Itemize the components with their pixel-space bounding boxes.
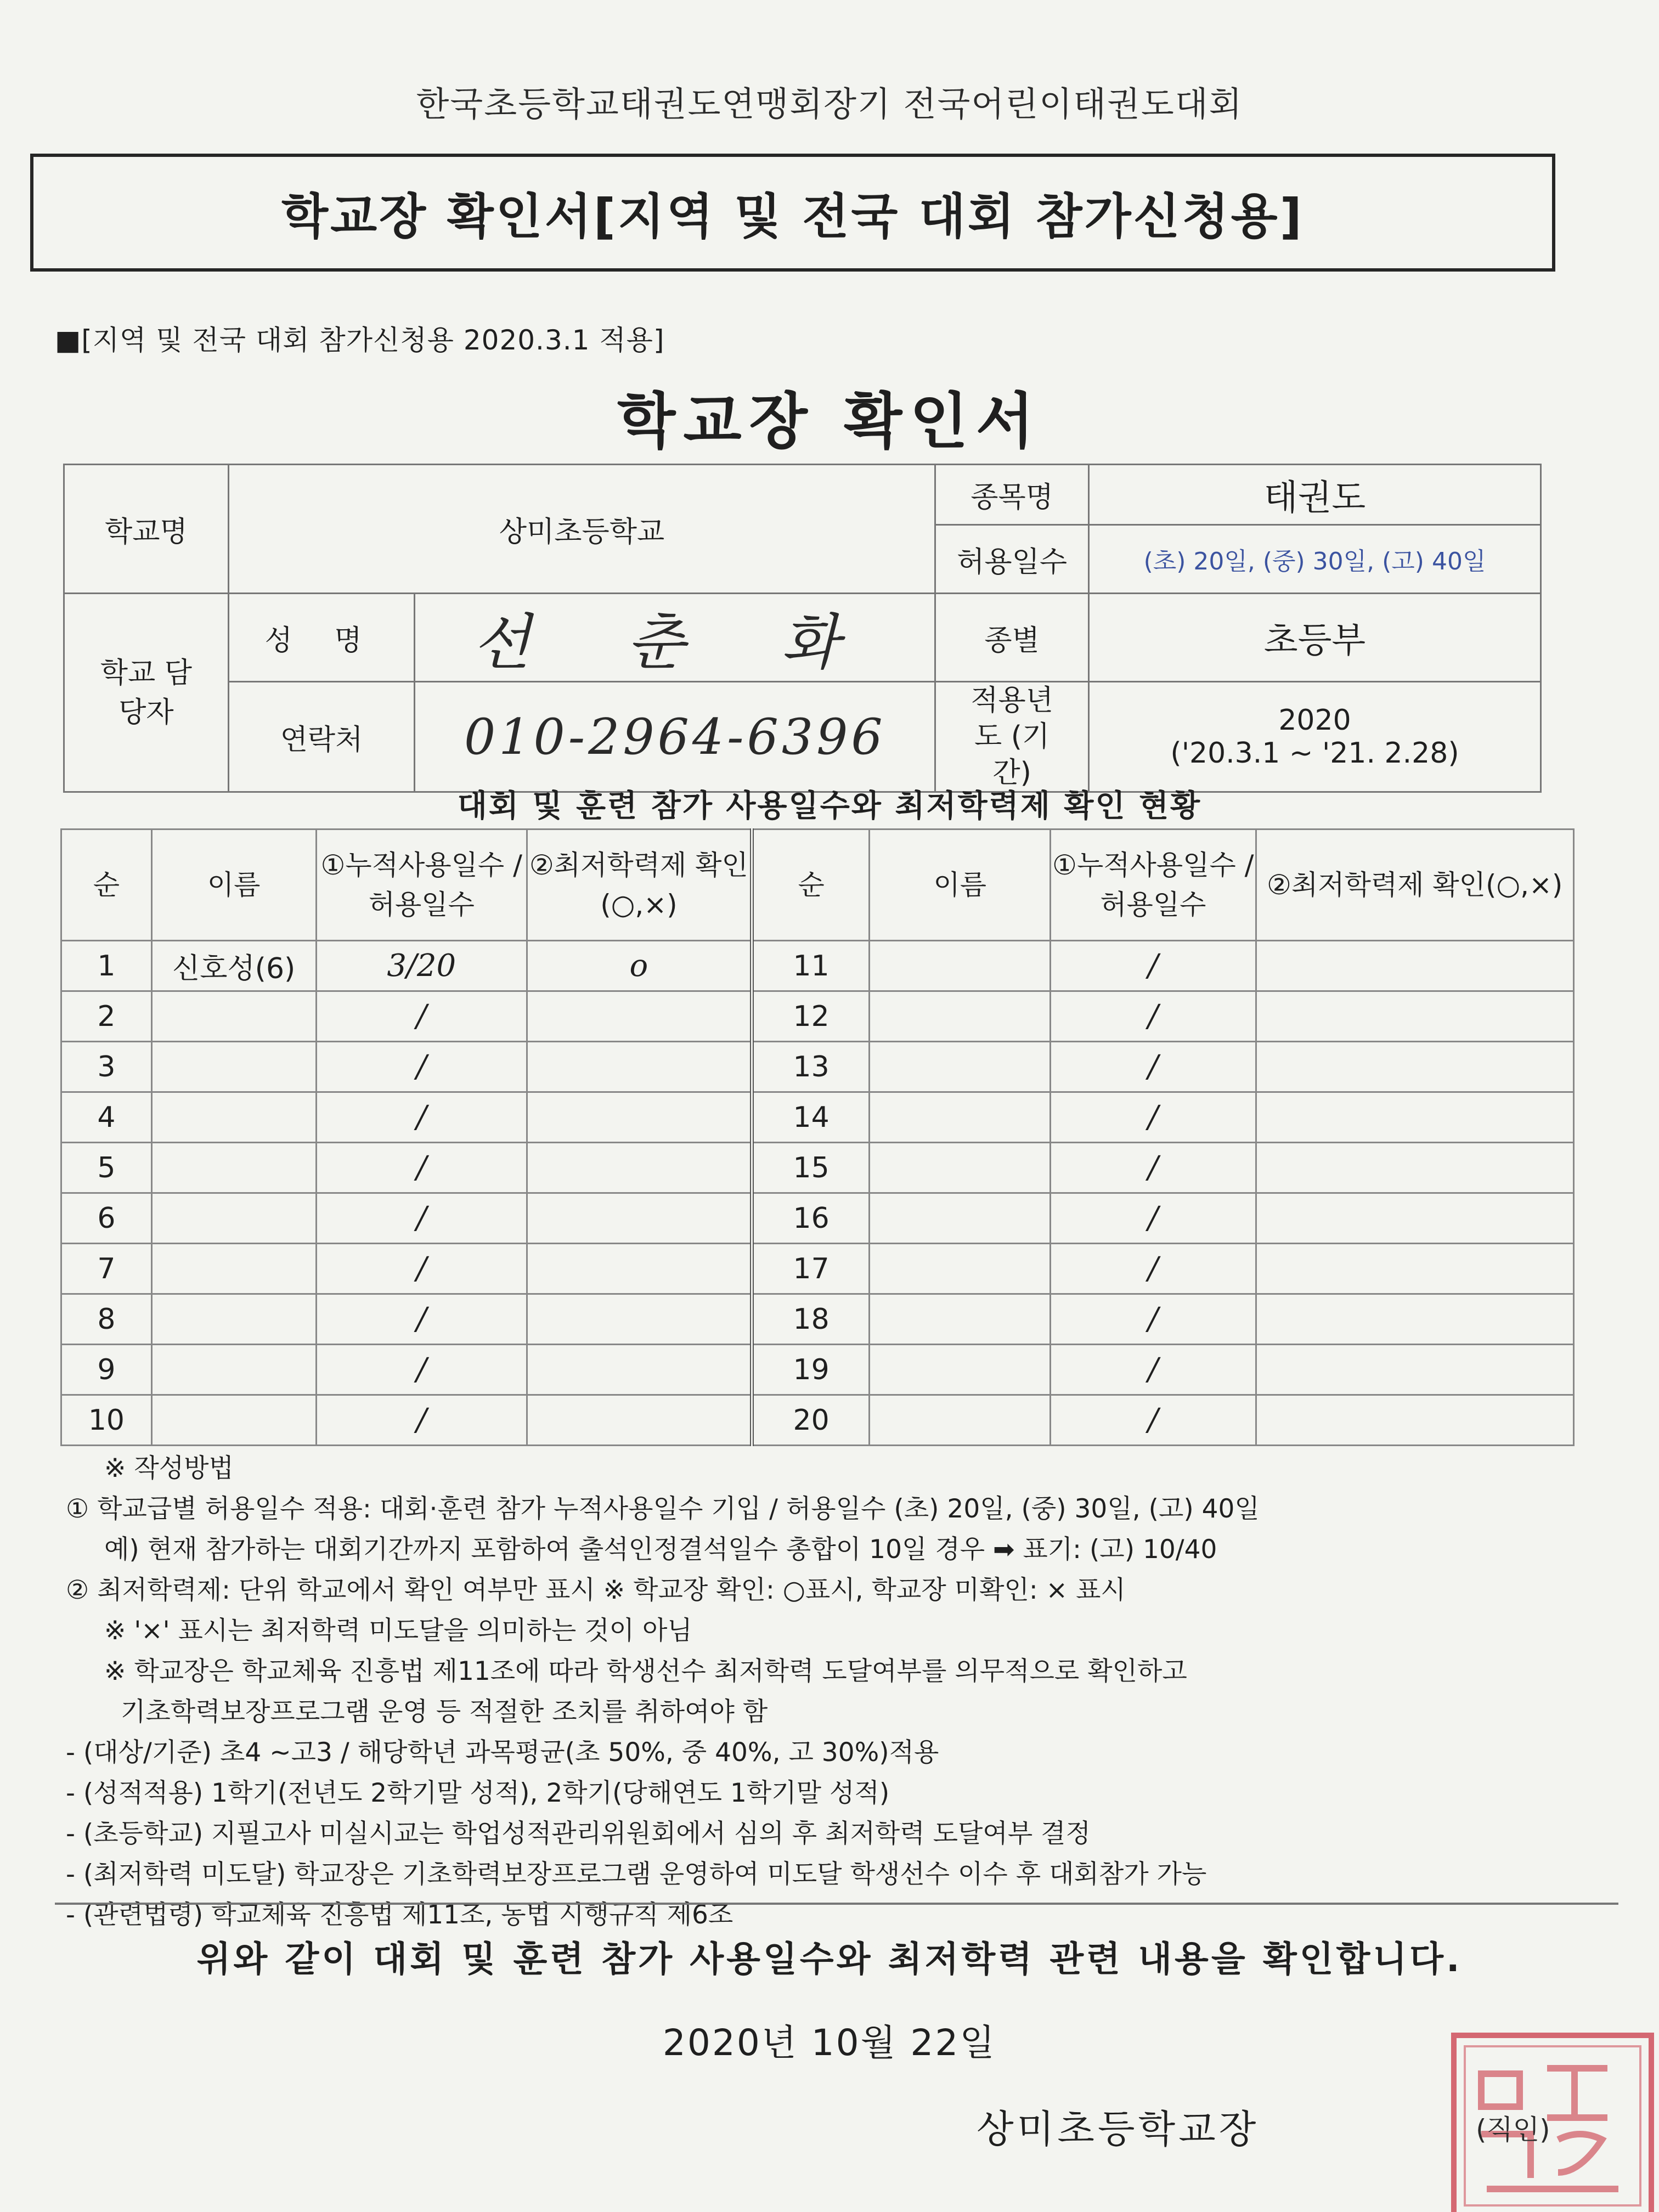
document-title-box	[30, 154, 1555, 272]
applied-note: ■[지역 및 전국 대회 참가신청용 2020.3.1 적용]	[55, 324, 665, 356]
instructions	[66, 1448, 1602, 1936]
cell-name	[870, 1042, 1051, 1092]
status-row	[61, 1244, 1574, 1294]
cell-check	[1256, 1042, 1573, 1092]
cell-days: /	[1051, 1092, 1256, 1143]
cell-days: /	[316, 1395, 527, 1446]
status-row	[61, 1345, 1574, 1395]
cell-days: /	[316, 1244, 527, 1294]
cell-name	[151, 1143, 316, 1193]
cell-name	[151, 1092, 316, 1143]
status-row	[61, 1193, 1574, 1244]
instruction-line: - (성적적용) 1학기(전년도 2학기말 성적), 2학기(당해연도 1학기말 성적)	[66, 1778, 890, 1808]
instruction-line: - (초등학교) 지필고사 미실시교는 학업성적관리위원회에서 심의 후 최저학력 도달여부 결정	[66, 1819, 1091, 1849]
cell-days: /	[316, 1143, 527, 1193]
cell-no: 5	[61, 1143, 152, 1193]
cell-name	[151, 1345, 316, 1395]
cell-days: /	[316, 1042, 527, 1092]
cell-no: 18	[752, 1294, 870, 1345]
cell-no: 15	[752, 1143, 870, 1193]
cell-days: /	[1051, 1143, 1256, 1193]
cell-no: 3	[61, 1042, 152, 1092]
event-title: 한국초등학교태권도연맹회장기 전국어린이태권도대회	[416, 84, 1243, 124]
instruction-line: ※ 학교장은 학교체육 진흥법 제11조에 따라 학생선수 최저학력 도달여부를 의무적으로 확인하고	[104, 1656, 1187, 1686]
cell-name	[151, 991, 316, 1042]
cell-check: o	[527, 941, 752, 991]
cell-name	[870, 1294, 1051, 1345]
contact-name-label: 성 명	[228, 594, 415, 682]
cell-no: 13	[752, 1042, 870, 1092]
cell-days: /	[1051, 1395, 1256, 1446]
cell-days: /	[1051, 991, 1256, 1042]
cell-check	[1256, 1143, 1573, 1193]
cell-name	[870, 1143, 1051, 1193]
cell-days: /	[316, 1193, 527, 1244]
cell-no: 9	[61, 1345, 152, 1395]
year-value: 2020	[1278, 704, 1351, 737]
cell-check	[527, 1395, 752, 1446]
school-name-label: 학교명	[64, 465, 229, 594]
status-row	[61, 941, 1574, 991]
form-title: 학교장 확인서	[617, 386, 1042, 456]
cell-no: 1	[61, 941, 152, 991]
instruction-line: ① 학교급별 허용일수 적용: 대회·훈련 참가 누적사용일수 기입 / 허용일수 (초) 20일, (중) 30일, (고) 40일	[66, 1494, 1260, 1524]
division-label: 종별	[935, 594, 1089, 682]
year-label: 적용년도 (기간)	[935, 682, 1089, 792]
cell-check	[1256, 1244, 1573, 1294]
cell-name	[870, 991, 1051, 1042]
cell-name	[151, 1395, 316, 1446]
cell-no: 12	[752, 991, 870, 1042]
cell-no: 16	[752, 1193, 870, 1244]
contact-name-value: 선 춘 화	[415, 594, 935, 682]
cell-check	[1256, 1193, 1573, 1244]
divider	[55, 1903, 1618, 1905]
info-table	[63, 464, 1542, 793]
cell-name	[151, 1193, 316, 1244]
cell-check	[527, 991, 752, 1042]
cell-days: /	[316, 1294, 527, 1345]
cell-name	[151, 1244, 316, 1294]
cell-check	[527, 1193, 752, 1244]
contact-phone-value: 010-2964-6396	[415, 682, 935, 792]
principal-title: 상미초등학교장	[977, 2107, 1260, 2152]
cell-name	[870, 1092, 1051, 1143]
cell-days: /	[1051, 1244, 1256, 1294]
seal-label: (직인)	[1476, 2114, 1550, 2146]
cell-days: /	[1051, 1193, 1256, 1244]
cell-days: /	[1051, 1042, 1256, 1092]
cell-check	[527, 1294, 752, 1345]
cell-days: /	[1051, 1345, 1256, 1395]
year-cell	[1089, 682, 1541, 792]
division-value: 초등부	[1089, 594, 1541, 682]
col-header-no: 순	[752, 830, 870, 941]
cell-no: 4	[61, 1092, 152, 1143]
cell-days: /	[1051, 1294, 1256, 1345]
instruction-line: - (관련법령) 학교체육 진흥법 제11조, 동법 시행규칙 제6조	[66, 1900, 733, 1930]
document-title: 학교장 확인서[지역 및 전국 대회 참가신청용]	[281, 188, 1304, 245]
sport-label: 종목명	[935, 465, 1089, 525]
cell-name: 신호성(6)	[151, 941, 316, 991]
cell-check	[527, 1092, 752, 1143]
cell-no: 8	[61, 1294, 152, 1345]
status-table-title: 대회 및 훈련 참가 사용일수와 최저학력제 확인 현황	[457, 788, 1202, 824]
col-header-days: ①누적사용일수 /허용일수	[316, 830, 527, 941]
instruction-line: 예) 현재 참가하는 대회기간까지 포함하여 출석인정결석일수 총합이 10일 경우 ➡ 표기: (고) 10/40	[104, 1534, 1217, 1565]
cell-no: 20	[752, 1395, 870, 1446]
cell-no: 7	[61, 1244, 152, 1294]
col-header-check: ②최저학력제 확인(○,×)	[1256, 830, 1573, 941]
status-row	[61, 1092, 1574, 1143]
status-row	[61, 1294, 1574, 1345]
col-header-name: 이름	[151, 830, 316, 941]
cell-days: /	[316, 991, 527, 1042]
cell-name	[151, 1294, 316, 1345]
cell-days: 3/20	[316, 941, 527, 991]
cell-name	[870, 941, 1051, 991]
year-period: ('20.3.1 ~ '21. 2.28)	[1170, 737, 1459, 770]
instruction-line: ② 최저학력제: 단위 학교에서 확인 여부만 표시 ※ 학교장 확인: ○표시, 학교장 미확인: × 표시	[66, 1575, 1126, 1605]
col-header-check: ②최저학력제 확인(○,×)	[527, 830, 752, 941]
status-table	[60, 828, 1575, 1446]
cell-no: 17	[752, 1244, 870, 1294]
cell-name	[870, 1395, 1051, 1446]
issue-date: 2020년 10월 22일	[662, 2022, 997, 2064]
cell-check	[527, 1143, 752, 1193]
cell-name	[151, 1042, 316, 1092]
cell-no: 19	[752, 1345, 870, 1395]
cell-no: 14	[752, 1092, 870, 1143]
status-row	[61, 1042, 1574, 1092]
status-row	[61, 991, 1574, 1042]
cell-check	[1256, 991, 1573, 1042]
status-row	[61, 1143, 1574, 1193]
contact-phone-label: 연락처	[228, 682, 415, 792]
cell-check	[1256, 1294, 1573, 1345]
cell-check	[1256, 941, 1573, 991]
instruction-line: - (대상/기준) 초4 ~고3 / 해당학년 과목평균(초 50%, 중 40%, 고 30%)적용	[66, 1737, 939, 1768]
status-row	[61, 1395, 1574, 1446]
cell-name	[870, 1345, 1051, 1395]
cell-name	[870, 1193, 1051, 1244]
col-header-name: 이름	[870, 830, 1051, 941]
status-table-body	[61, 941, 1574, 1446]
cell-days: /	[1051, 941, 1256, 991]
confirmation-statement: 위와 같이 대회 및 훈련 참가 사용일수와 최저학력 관련 내용을 확인합니다.	[196, 1939, 1463, 1980]
cell-name	[870, 1244, 1051, 1294]
contact-group-label: 학교 담당자	[64, 594, 229, 792]
cell-days: /	[316, 1345, 527, 1395]
cell-check	[527, 1345, 752, 1395]
cell-no: 10	[61, 1395, 152, 1446]
allowed-days-label: 허용일수	[935, 525, 1089, 594]
cell-check	[527, 1244, 752, 1294]
instruction-line: - (최저학력 미도달) 학교장은 기초학력보장프로그램 운영하여 미도달 학생선수 이수 후 대회참가 가능	[66, 1859, 1207, 1889]
cell-no: 11	[752, 941, 870, 991]
cell-no: 2	[61, 991, 152, 1042]
school-name-value: 상미초등학교	[228, 465, 935, 594]
instructions-heading: ※ 작성방법	[104, 1453, 234, 1483]
cell-check	[1256, 1092, 1573, 1143]
cell-check	[1256, 1395, 1573, 1446]
cell-days: /	[316, 1092, 527, 1143]
instruction-line: ※ '×' 표시는 최저학력 미도달을 의미하는 것이 아님	[104, 1616, 692, 1646]
cell-no: 6	[61, 1193, 152, 1244]
col-header-no: 순	[61, 830, 152, 941]
instruction-line: 기초학력보장프로그램 운영 등 적절한 조치를 취하여야 함	[121, 1697, 768, 1727]
cell-check	[527, 1042, 752, 1092]
allowed-days-value: (초) 20일, (중) 30일, (고) 40일	[1089, 525, 1541, 594]
cell-check	[1256, 1345, 1573, 1395]
sport-value: 태권도	[1089, 465, 1541, 525]
col-header-days: ①누적사용일수 /허용일수	[1051, 830, 1256, 941]
